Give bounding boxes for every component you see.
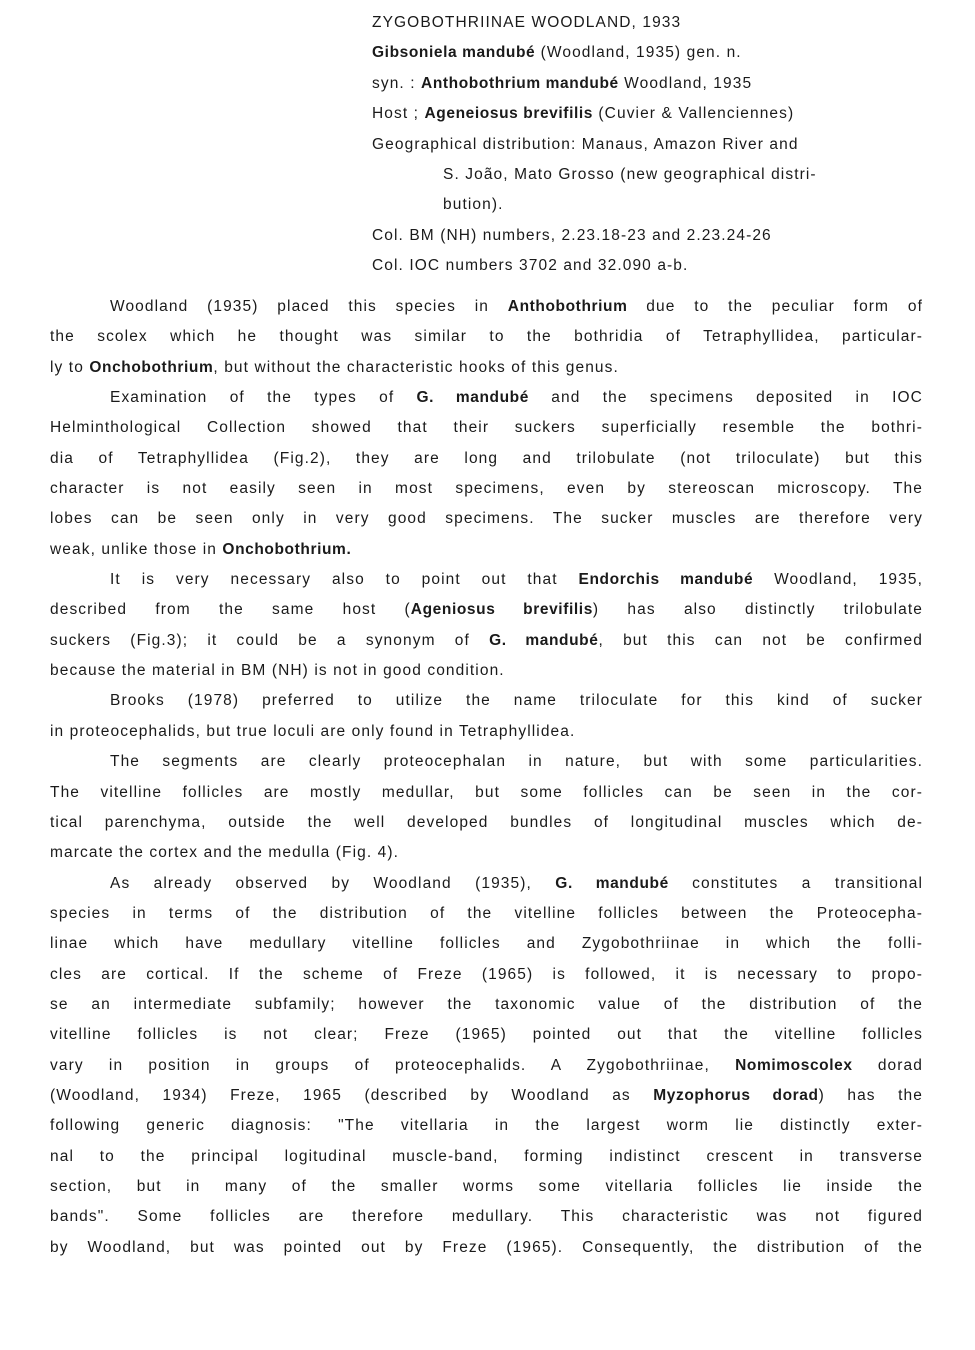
paragraph bbox=[50, 383, 923, 565]
paragraph bbox=[50, 292, 923, 383]
text-run: ) has also distinctly trilobulate bbox=[592, 601, 923, 619]
bold-taxon-name: Myzophorus dorad bbox=[653, 1086, 819, 1104]
bold-taxon-name: Ageneiosus brevifilis bbox=[424, 105, 594, 123]
text-line bbox=[50, 535, 923, 565]
text-run: Col. IOC numbers 3702 and 32.090 a-b. bbox=[372, 257, 689, 275]
text-line bbox=[50, 1233, 923, 1263]
header-line bbox=[372, 221, 932, 251]
text-run: ly to bbox=[50, 358, 90, 376]
text-line bbox=[50, 322, 923, 352]
text-run: section, but in many of the smaller worms some vitellaria follicles lie inside the bbox=[50, 1177, 923, 1195]
bold-taxon-name: Gibsoniela mandubé bbox=[372, 44, 536, 62]
text-run: dia of Tetraphyllidea (Fig.2), they are long and trilobulate (not triloculate) but this bbox=[50, 449, 923, 467]
text-run: se an intermediate subfamily; however the taxonomic value of the distribution of the bbox=[50, 995, 923, 1013]
text-run: (Woodland, 1934) Freze, 1965 (described by Woodland as bbox=[50, 1086, 654, 1104]
text-run: Woodland, 1935 bbox=[618, 74, 753, 92]
text-run: syn. : bbox=[372, 74, 422, 92]
text-line bbox=[50, 383, 923, 413]
text-line bbox=[50, 899, 923, 929]
header-line bbox=[372, 8, 932, 38]
text-run: Woodland, 1935, bbox=[753, 571, 923, 589]
bold-taxon-name: Nomimoscolex bbox=[735, 1056, 853, 1074]
text-run: nal to the principal logitudinal muscle-band, forming indistinct crescent in transverse bbox=[50, 1147, 923, 1165]
text-run: ZYGOBOTHRIINAE WOODLAND, 1933 bbox=[372, 14, 682, 31]
text-run: in proteocephalids, but true loculi are only found in Tetraphyllidea. bbox=[50, 722, 576, 740]
text-run: As already observed by Woodland (1935), bbox=[110, 874, 556, 892]
text-run: described from the same host ( bbox=[50, 601, 411, 619]
header-line bbox=[372, 38, 932, 68]
text-run: because the material in BM (NH) is not in good condition. bbox=[50, 662, 505, 680]
species-header-block bbox=[372, 8, 932, 282]
text-run: linae which have medullary vitelline follicles and Zygobothriinae in which the folli- bbox=[50, 935, 923, 953]
text-run: (Woodland, 1935) gen. n. bbox=[535, 44, 742, 62]
text-run: following generic diagnosis: "The vitellaria in the largest worm lie distinctly exter- bbox=[50, 1117, 923, 1135]
text-line bbox=[50, 717, 923, 747]
text-line bbox=[50, 413, 923, 443]
text-run: vary in position in groups of proteocephalids. A Zygobothriinae, bbox=[50, 1056, 736, 1074]
body-text bbox=[50, 292, 923, 1263]
text-run: and the specimens deposited in IOC bbox=[528, 389, 923, 407]
text-run: vitelline follicles is not clear; Freze (1965) pointed out that the vitelline follicles bbox=[50, 1026, 923, 1044]
text-run: suckers (Fig.3); it could be a synonym of bbox=[50, 631, 490, 649]
text-run: The segments are clearly proteocephalan in nature, but with some particularities. bbox=[110, 753, 923, 771]
text-run: constitutes a transitional bbox=[668, 874, 923, 892]
text-run: Host ; bbox=[372, 105, 425, 123]
bold-taxon-name: Onchobothrium bbox=[89, 358, 214, 376]
text-line bbox=[50, 595, 923, 625]
bold-taxon-name: G. mandubé bbox=[489, 631, 599, 649]
header-line bbox=[372, 130, 932, 160]
text-line bbox=[50, 504, 923, 534]
text-run: Geographical distribution: Manaus, Amazon River and bbox=[372, 135, 799, 153]
bold-taxon-name: G. mandubé bbox=[555, 874, 669, 892]
text-line bbox=[50, 1111, 923, 1141]
paragraph bbox=[50, 869, 923, 1263]
bold-taxon-name: Anthobothrium mandubé bbox=[421, 74, 619, 92]
text-line bbox=[50, 1020, 923, 1050]
text-run: Brooks (1978) preferred to utilize the name triloculate for this kind of sucker bbox=[110, 692, 923, 710]
header-line bbox=[372, 99, 932, 129]
text-run: ) has the bbox=[818, 1086, 923, 1104]
header-line bbox=[372, 251, 932, 281]
text-run: Helminthological Collection showed that their suckers superficially resemble the bothri- bbox=[50, 419, 923, 437]
text-run: Examination of the types of bbox=[110, 389, 417, 407]
bold-taxon-name: Ageniosus brevifilis bbox=[410, 601, 593, 619]
text-line bbox=[50, 626, 923, 656]
text-line bbox=[50, 869, 923, 899]
paragraph bbox=[50, 686, 923, 747]
text-line bbox=[50, 778, 923, 808]
text-line bbox=[50, 838, 923, 868]
text-run: weak, unlike those in bbox=[50, 540, 223, 558]
text-run: (Cuvier & Vallenciennes) bbox=[593, 105, 795, 123]
text-run: bution). bbox=[443, 196, 504, 214]
text-line bbox=[50, 960, 923, 990]
header-line bbox=[372, 190, 932, 220]
text-run: S. João, Mato Grosso (new geographical distri- bbox=[443, 165, 817, 183]
text-run: due to the peculiar form of bbox=[627, 298, 923, 315]
text-run: species in terms of the distribution of the vitelline follicles between the Proteocepha- bbox=[50, 904, 923, 922]
text-run: The vitelline follicles are mostly medullar, but some follicles can be seen in the cor- bbox=[50, 783, 923, 801]
bold-taxon-name: Anthobothrium bbox=[507, 298, 628, 315]
text-run: It is very necessary also to point out that bbox=[110, 571, 579, 589]
text-run: , but without the characteristic hooks of this genus. bbox=[213, 358, 619, 376]
text-line bbox=[50, 1051, 923, 1081]
bold-taxon-name: Endorchis mandubé bbox=[578, 571, 754, 589]
paragraph bbox=[50, 747, 923, 868]
text-run: lobes can be seen only in very good specimens. The sucker muscles are therefore very bbox=[50, 510, 923, 528]
text-line bbox=[50, 474, 923, 504]
text-run: cles are cortical. If the scheme of Freze (1965) is followed, it is necessary to propo- bbox=[50, 965, 923, 983]
text-line bbox=[50, 656, 923, 686]
text-run: Woodland (1935) placed this species in bbox=[110, 298, 508, 315]
text-run: dorad bbox=[852, 1056, 923, 1074]
text-line bbox=[50, 990, 923, 1020]
text-run: the scolex which he thought was similar to the bothridia of Tetraphyllidea, particular- bbox=[50, 328, 923, 346]
text-line bbox=[50, 1202, 923, 1232]
bold-taxon-name: G. mandubé bbox=[416, 389, 529, 407]
paragraph bbox=[50, 565, 923, 686]
text-line bbox=[50, 747, 923, 777]
text-run: , but this can not be confirmed bbox=[598, 631, 923, 649]
text-line bbox=[50, 292, 923, 322]
text-line bbox=[50, 1172, 923, 1202]
text-run: marcate the cortex and the medulla (Fig. 4). bbox=[50, 844, 400, 862]
text-line bbox=[50, 1081, 923, 1111]
text-line bbox=[50, 565, 923, 595]
text-line bbox=[50, 686, 923, 716]
text-run: character is not easily seen in most specimens, even by stereoscan microscopy. The bbox=[50, 480, 923, 498]
text-line bbox=[50, 808, 923, 838]
bold-taxon-name: Onchobothrium. bbox=[222, 540, 352, 558]
text-run: by Woodland, but was pointed out by Freze (1965). Consequently, the distribution of the bbox=[50, 1238, 923, 1256]
text-run: bands". Some follicles are therefore medullary. This characteristic was not figured bbox=[50, 1208, 923, 1226]
text-line bbox=[50, 444, 923, 474]
text-run: Col. BM (NH) numbers, 2.23.18-23 and 2.23.24-26 bbox=[372, 226, 772, 244]
header-line bbox=[372, 160, 932, 190]
text-run: tical parenchyma, outside the well developed bundles of longitudinal muscles which de- bbox=[50, 813, 923, 831]
header-line bbox=[372, 69, 932, 99]
text-line bbox=[50, 929, 923, 959]
text-line bbox=[50, 353, 923, 383]
text-line bbox=[50, 1142, 923, 1172]
